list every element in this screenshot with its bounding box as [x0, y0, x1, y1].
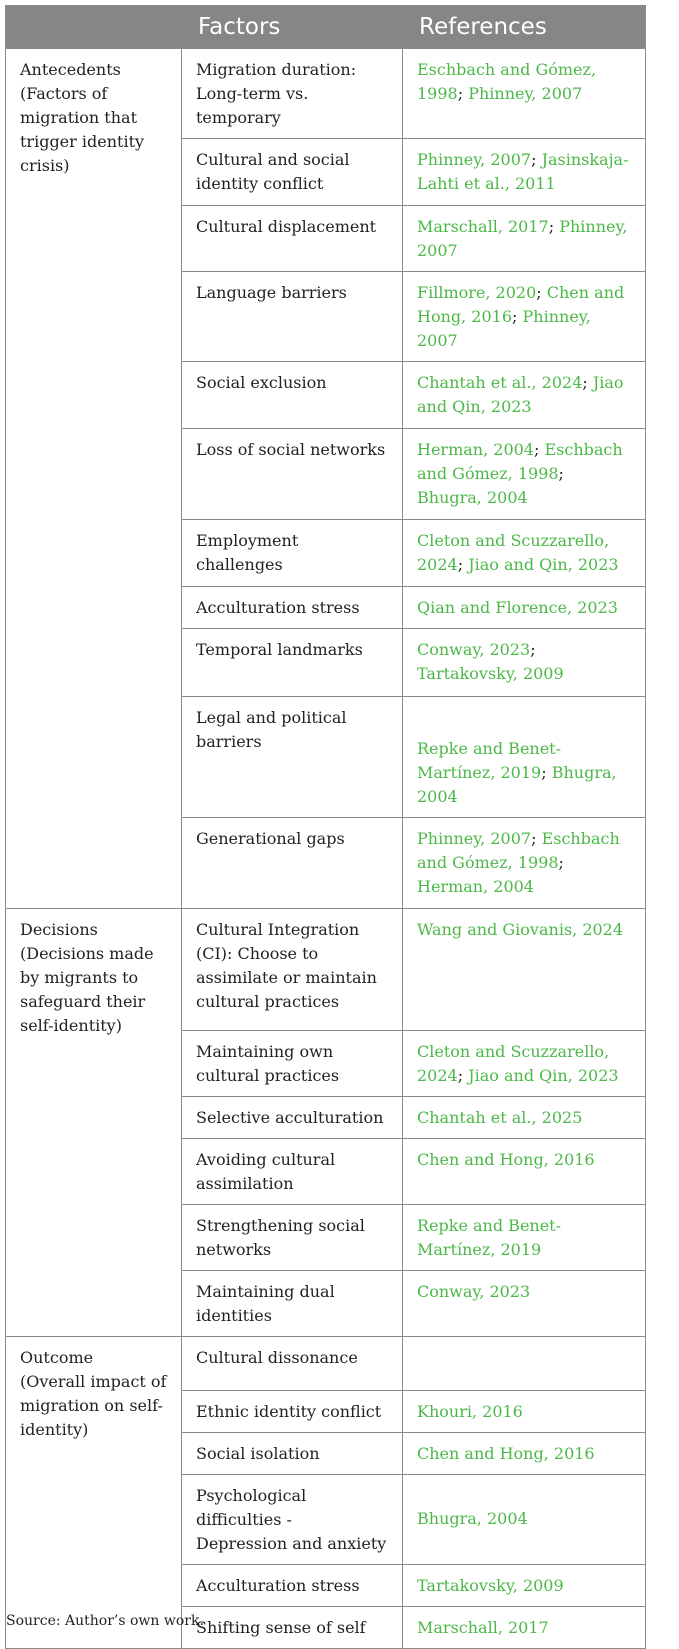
factor-cell: Cultural and social identity conflict	[182, 139, 403, 206]
category-title: Decisions	[20, 920, 98, 939]
references-cell	[403, 362, 646, 429]
reference-link[interactable]: Repke and Benet-Martínez, 2019	[417, 1216, 562, 1259]
reference-link[interactable]: Eschbach and Gómez, 1998	[417, 440, 623, 483]
reference-link[interactable]: Chantah et al., 2024	[417, 373, 583, 392]
reference-separator: ;	[457, 84, 464, 103]
reference-link[interactable]: Phinney, 2007	[417, 307, 591, 350]
reference-link[interactable]: Herman, 2004	[417, 877, 534, 896]
factor-cell: Selective acculturation	[182, 1097, 403, 1139]
reference-separator: ;	[558, 464, 564, 483]
references-cell	[403, 49, 646, 139]
references-cell	[403, 429, 646, 520]
reference-separator: ;	[533, 440, 540, 459]
reference-link[interactable]: Chen and Hong, 2016	[417, 1150, 595, 1169]
category-cell	[6, 1337, 182, 1649]
reference-separator: ;	[531, 829, 537, 848]
reference-link[interactable]: Herman, 2004	[417, 440, 534, 459]
factor-cell: Cultural dissonance	[182, 1337, 403, 1391]
reference-link[interactable]: Cleton and Scuzzarello, 2024	[417, 1042, 610, 1085]
reference-separator: ;	[457, 555, 464, 574]
references-cell	[403, 1139, 646, 1205]
reference-link[interactable]: Chantah et al., 2025	[417, 1108, 583, 1127]
reference-link[interactable]: Conway, 2023	[417, 1282, 531, 1301]
reference-separator: ;	[541, 763, 547, 782]
reference-separator: ;	[548, 217, 555, 236]
factor-cell: Cultural displacement	[182, 206, 403, 272]
reference-link[interactable]: Fillmore, 2020	[417, 283, 537, 302]
header-category	[6, 6, 182, 49]
reference-link[interactable]: Phinney, 2007	[417, 150, 532, 169]
reference-link[interactable]: Phinney, 2007	[468, 84, 583, 103]
table-row	[6, 49, 646, 139]
references-cell	[403, 629, 646, 697]
category-title: Outcome	[20, 1348, 94, 1367]
reference-link[interactable]: Marschall, 2017	[417, 217, 549, 236]
references-cell	[403, 272, 646, 362]
reference-separator: ;	[582, 373, 588, 392]
factor-cell: Migration duration: Long-term vs. temporary	[182, 49, 403, 139]
reference-link[interactable]: Eschbach and Gómez, 1998	[417, 60, 597, 103]
reference-link[interactable]: Khouri, 2016	[417, 1402, 523, 1421]
references-cell	[403, 1565, 646, 1607]
references-cell	[403, 1031, 646, 1097]
factor-cell: Employment challenges	[182, 520, 403, 587]
reference-separator: ;	[530, 640, 536, 659]
reference-separator: ;	[536, 283, 542, 302]
references-cell	[403, 1205, 646, 1271]
reference-link[interactable]: Qian and Florence, 2023	[417, 598, 618, 617]
header-factors: Factors	[182, 6, 403, 49]
references-cell	[403, 520, 646, 587]
factor-cell: Shifting sense of self	[182, 1607, 403, 1649]
category-description: (Overall impact of migration on self-identity)	[20, 1372, 167, 1439]
reference-link[interactable]: Bhugra, 2004	[417, 763, 617, 806]
references-cell	[403, 1391, 646, 1433]
factor-cell: Acculturation stress	[182, 1565, 403, 1607]
references-cell	[403, 1097, 646, 1139]
identity-table	[5, 5, 646, 1649]
factor-cell: Loss of social networks	[182, 429, 403, 520]
references-cell	[403, 1337, 646, 1391]
references-cell	[403, 1433, 646, 1475]
factor-cell: Cultural Integration (CI): Choose to assimilate or maintain cultural practices	[182, 909, 403, 1031]
header-references: References	[403, 6, 646, 49]
reference-separator: ;	[512, 307, 518, 326]
reference-link[interactable]: Marschall, 2017	[417, 1618, 549, 1637]
reference-link[interactable]: Jiao and Qin, 2023	[468, 555, 619, 574]
reference-link[interactable]: Phinney, 2007	[417, 829, 532, 848]
reference-link[interactable]: Wang and Giovanis, 2024	[417, 920, 624, 939]
reference-link[interactable]: Cleton and Scuzzarello, 2024	[417, 531, 610, 574]
reference-link[interactable]: Jiao and Qin, 2023	[417, 373, 624, 416]
table-row	[6, 1337, 646, 1391]
factor-cell: Avoiding cultural assimilation	[182, 1139, 403, 1205]
category-title: Antecedents	[20, 60, 121, 79]
factor-cell: Social isolation	[182, 1433, 403, 1475]
reference-link[interactable]: Bhugra, 2004	[417, 1509, 528, 1528]
factor-cell: Maintaining own cultural practices	[182, 1031, 403, 1097]
references-cell	[403, 206, 646, 272]
factor-cell: Legal and political barriers	[182, 697, 403, 818]
reference-separator: ;	[531, 150, 537, 169]
category-cell	[6, 909, 182, 1337]
reference-link[interactable]: Bhugra, 2004	[417, 488, 528, 507]
factor-cell: Temporal landmarks	[182, 629, 403, 697]
reference-link[interactable]: Tartakovsky, 2009	[417, 664, 564, 683]
references-cell	[403, 1475, 646, 1565]
reference-link[interactable]: Eschbach and Gómez, 1998	[417, 829, 620, 872]
reference-link[interactable]: Tartakovsky, 2009	[417, 1576, 564, 1595]
references-cell	[403, 697, 646, 818]
reference-separator: ;	[558, 853, 564, 872]
references-cell	[403, 1271, 646, 1337]
factor-cell: Psychological difficulties - Depression and anxiety	[182, 1475, 403, 1565]
table-row	[6, 909, 646, 1031]
factor-cell: Social exclusion	[182, 362, 403, 429]
reference-separator: ;	[457, 1066, 464, 1085]
table-body	[6, 49, 646, 1649]
reference-link[interactable]: Repke and Benet-Martínez, 2019	[417, 739, 562, 782]
references-cell	[403, 587, 646, 629]
references-cell	[403, 818, 646, 909]
source-note: Source: Author’s own work.	[6, 1613, 204, 1629]
reference-link[interactable]: Jiao and Qin, 2023	[468, 1066, 619, 1085]
references-cell	[403, 139, 646, 206]
reference-link[interactable]: Jasinskaja-Lahti et al., 2011	[417, 150, 629, 193]
reference-link[interactable]: Chen and Hong, 2016	[417, 1444, 595, 1463]
factor-cell: Generational gaps	[182, 818, 403, 909]
factor-cell: Ethnic identity conflict	[182, 1391, 403, 1433]
factor-cell: Acculturation stress	[182, 587, 403, 629]
references-cell	[403, 909, 646, 1031]
references-cell	[403, 1607, 646, 1649]
category-cell	[6, 49, 182, 909]
category-description: (Decisions made by migrants to safeguard their self-identity)	[20, 944, 154, 1035]
factor-cell: Maintaining dual identities	[182, 1271, 403, 1337]
category-description: (Factors of migration that trigger identity crisis)	[20, 84, 145, 175]
reference-link[interactable]: Chen and Hong, 2016	[417, 283, 625, 326]
factor-cell: Strengthening social networks	[182, 1205, 403, 1271]
table-header-row	[6, 6, 646, 49]
reference-link[interactable]: Phinney, 2007	[417, 217, 628, 260]
factor-cell: Language barriers	[182, 272, 403, 362]
reference-link[interactable]: Conway, 2023	[417, 640, 531, 659]
